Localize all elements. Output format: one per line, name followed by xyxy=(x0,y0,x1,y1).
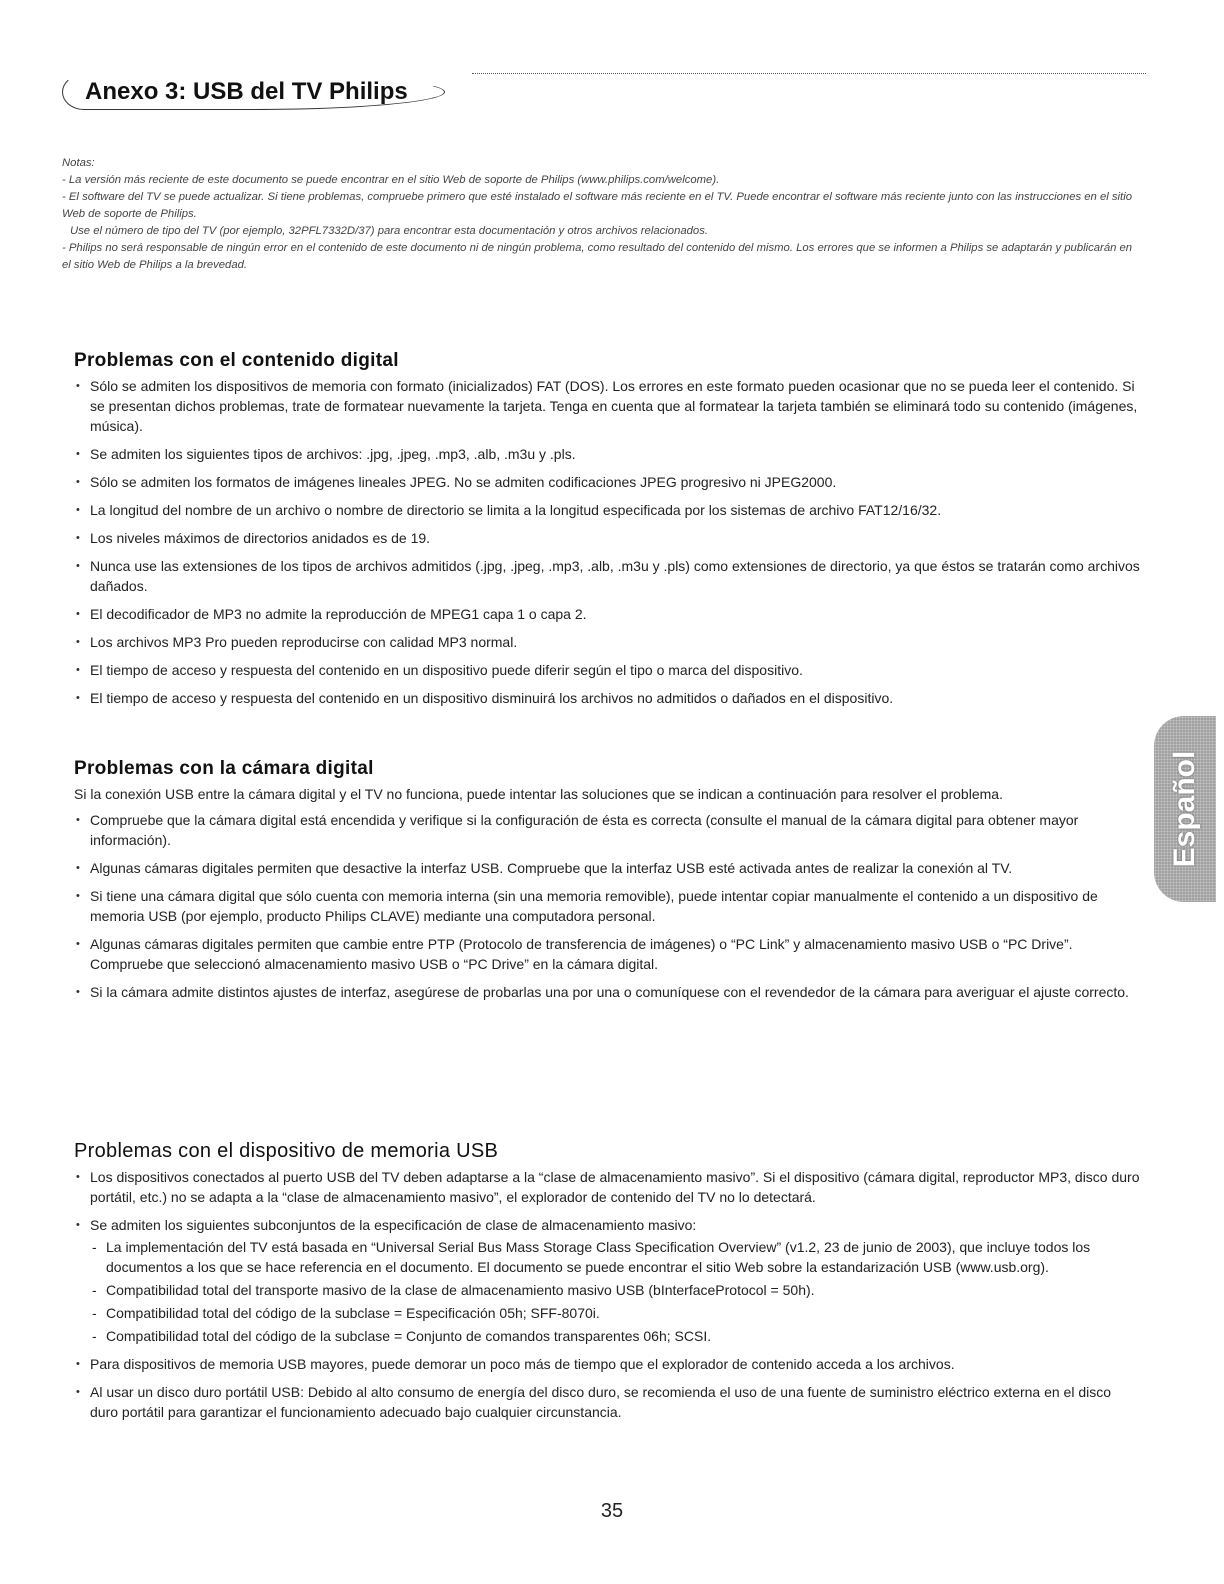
list-item: • Para dispositivos de memoria USB mayores, puede demorar un poco más de tiempo que el explorador de contenido acceda a los archivos. xyxy=(74,1354,1140,1374)
section-usb-memory xyxy=(74,1140,1140,1430)
list-item: • Los dispositivos conectados al puerto USB del TV deben adaptarse a la “clase de almacenamiento masivo”. Si el dispositivo (cámara digital, reproductor MP3, disco duro portátil, etc.) no se adapta a la “clase de almacenamiento masivo”, el explorador de contenido del TV no lo detectará. xyxy=(74,1167,1140,1207)
list-item: • El decodificador de MP3 no admite la reproducción de MPEG1 capa 1 o capa 2. xyxy=(74,604,1140,624)
list-item: • Compruebe que la cámara digital está encendida y verifique si la configuración de ésta es correcta (consulte el manual de la cámara digital para obtener mayor información). xyxy=(74,810,1140,850)
sub-list-item: - La implementación del TV está basada en “Universal Serial Bus Mass Storage Class Specification Overview” (v1.2, 23 de junio de 2003), que incluye todos los documentos a los que se hace referencia en el documento. El documento se puede encontrar el sitio Web sobre la estandarización USB (www.usb.org). xyxy=(90,1237,1140,1277)
note-item: - El software del TV se puede actualizar. Si tiene problemas, compruebe primero que esté instalado el software más reciente en el TV. Puede encontrar el software más reciente junto con las instrucciones en el sitio Web de soporte de Philips. xyxy=(62,191,1132,220)
list-item: • Si tiene una cámara digital que sólo cuenta con memoria interna (sin una memoria removible), puede intentar copiar manualmente el contenido a un dispositivo de memoria USB (por ejemplo, producto Philips CLAVE) mediante una computadora personal. xyxy=(74,886,1140,926)
list-item: • Nunca use las extensiones de los tipos de archivos admitidos (.jpg, .jpeg, .mp3, .alb, .m3u y .pls) como extensiones de directorio, ya que éstos se tratarán como archivos dañados. xyxy=(74,556,1140,596)
list-item: • Se admiten los siguientes tipos de archivos: .jpg, .jpeg, .mp3, .alb, .m3u y .pls. xyxy=(74,444,1140,464)
list-item: • Los archivos MP3 Pro pueden reproducirse con calidad MP3 normal. xyxy=(74,632,1140,652)
list-item: • Si la cámara admite distintos ajustes de interfaz, asegúrese de probarlas una por una o comuníquese con el revendedor de la cámara para averiguar el ajuste correcto. xyxy=(74,982,1140,1002)
list-item: • Algunas cámaras digitales permiten que cambie entre PTP (Protocolo de transferencia de imágenes) o “PC Link” y almacenamiento masivo USB o “PC Drive”. Compruebe que seleccionó almacenamiento masivo USB o “PC Drive” en la cámara digital. xyxy=(74,934,1140,974)
list-item: • Al usar un disco duro portátil USB: Debido al alto consumo de energía del disco duro, se recomienda el uso de una fuente de suministro eléctrico externa en el disco duro portátil para garantizar el funcionamiento adecuado bajo cualquier circunstancia. xyxy=(74,1382,1140,1422)
page-number: 35 xyxy=(600,1500,624,1522)
section-digital-camera xyxy=(74,758,1140,1010)
list-item: • Algunas cámaras digitales permiten que desactive la interfaz USB. Compruebe que la interfaz USB esté activada antes de realizar la conexión al TV. xyxy=(74,858,1140,878)
notes-label: Notas: xyxy=(62,157,95,169)
list-item: • Los niveles máximos de directorios anidados es de 19. xyxy=(74,528,1140,548)
header-rule xyxy=(472,73,1146,74)
bullet-list xyxy=(74,810,1140,1002)
section-title: Problemas con la cámara digital xyxy=(74,758,374,779)
list-item: • La longitud del nombre de un archivo o nombre de directorio se limita a la longitud especificada por los sistemas de archivo FAT12/16/32. xyxy=(74,500,1140,520)
list-item: • Sólo se admiten los formatos de imágenes lineales JPEG. No se admiten codificaciones JPEG progresivo ni JPEG2000. xyxy=(74,472,1140,492)
section-intro: Si la conexión USB entre la cámara digital y el TV no funciona, puede intentar las soluciones que se indican a continuación para resolver el problema. xyxy=(74,786,1003,802)
note-item: - Philips no será responsable de ningún error en el contenido de este documento ni de ningún problema, como resultado del contenido del mismo. Los errores que se informen a Philips se adaptarán y publicarán en el sitio Web de Philips a la brevedad. xyxy=(62,242,1133,271)
language-tab-label: Español xyxy=(1168,750,1201,868)
note-item: Use el número de tipo del TV (por ejemplo, 32PFL7332D/37) para encontrar esta documentación y otros archivos relacionados. xyxy=(70,225,708,237)
page-title: Anexo 3: USB del TV Philips xyxy=(62,74,445,110)
notes-block xyxy=(62,155,1142,274)
section-title: Problemas con el contenido digital xyxy=(74,350,399,371)
sub-list-item: - Compatibilidad total del transporte masivo de la clase de almacenamiento masivo USB (bInterfaceProtocol = 50h). xyxy=(90,1280,1140,1300)
sub-list-item: - Compatibilidad total del código de la subclase = Conjunto de comandos transparentes 06h; SCSI. xyxy=(90,1326,1140,1346)
list-item: • El tiempo de acceso y respuesta del contenido en un dispositivo puede diferir según el tipo o marca del dispositivo. xyxy=(74,660,1140,680)
section-digital-content xyxy=(74,350,1140,716)
sub-list-item: - Compatibilidad total del código de la subclase = Especificación 05h; SFF-8070i. xyxy=(90,1303,1140,1323)
section-title: Problemas con el dispositivo de memoria USB xyxy=(74,1140,499,1162)
page-header xyxy=(62,70,1146,110)
bullet-list xyxy=(74,1167,1140,1422)
list-item-text: Se admiten los siguientes subconjuntos de la especificación de clase de almacenamiento masivo: xyxy=(90,1217,697,1233)
list-item: • El tiempo de acceso y respuesta del contenido en un dispositivo disminuirá los archivos no admitidos o dañados en el dispositivo. xyxy=(74,688,1140,708)
note-item: - La versión más reciente de este documento se puede encontrar en el sitio Web de soporte de Philips (www.philips.com/welcome). xyxy=(62,174,720,186)
bullet-list xyxy=(74,376,1140,708)
list-item xyxy=(74,1215,1140,1346)
list-item: • Sólo se admiten los dispositivos de memoria con formato (inicializados) FAT (DOS). Los errores en este formato pueden ocasionar que no se pueda leer el contenido. Si se presentan dichos problemas, trate de formatear nuevamente la tarjeta. Tenga en cuenta que al formatear la tarjeta también se eliminará todo su contenido (imágenes, música). xyxy=(74,376,1140,436)
language-side-tab xyxy=(1154,716,1216,902)
sub-list xyxy=(90,1237,1140,1346)
